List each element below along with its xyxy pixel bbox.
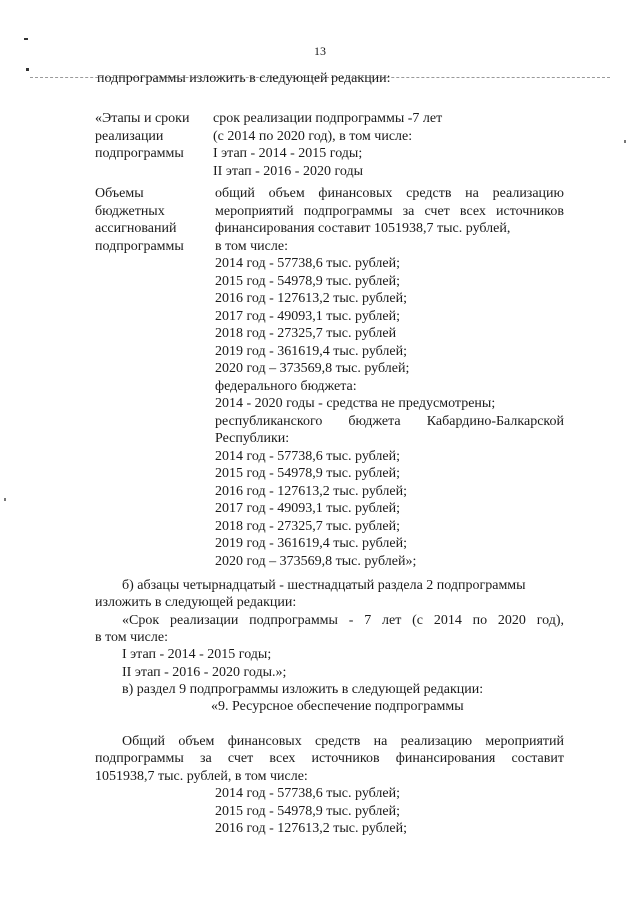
closing-para-line: 1051938,7 тыс. рублей, в том числе: (95, 769, 308, 784)
section-heading: «9. Ресурсное обеспечение подпрограммы (211, 699, 464, 714)
federal-text: 2014 - 2020 годы - средства не предусмотрены; (215, 396, 496, 411)
section-b-line: б) абзацы четырнадцатый - шестнадцатый раздела 2 подпрограммы (122, 578, 526, 593)
funding-label-line: ассигнований (95, 221, 177, 236)
republic-year-line: 2020 год – 373569,8 тыс. рублей»; (215, 553, 417, 569)
funding-year-line: 2020 год – 373569,8 тыс. рублей; (215, 361, 410, 376)
scan-mark (624, 140, 626, 143)
funding-year-line: 2014 год - 57738,6 тыс. рублей; (215, 256, 401, 271)
funding-year-line: 2018 год - 27325,7 тыс. рублей (215, 326, 397, 341)
closing-para-line: подпрограммы за счет всех источников финансирования составит (95, 751, 564, 766)
section-b-stage: II этап - 2016 - 2020 годы.»; (122, 665, 287, 680)
republic-year-line: 2014 год - 57738,6 тыс. рублей; (215, 448, 401, 464)
funding-intro-line: финансирования составит 1051938,7 тыс. рублей, (215, 221, 511, 236)
funding-label-line: Объемы (95, 186, 144, 201)
stages-text-line: (с 2014 по 2020 год), в том числе: (213, 128, 413, 144)
stages-label-line: реализации (95, 128, 164, 144)
scan-mark (24, 38, 28, 40)
stages-text-line: срок реализации подпрограммы -7 лет (213, 111, 443, 126)
funding-intro-line: общий объем финансовых средств на реализацию (215, 186, 564, 201)
section-b-stage: I этап - 2014 - 2015 годы; (122, 647, 272, 662)
stages-label-line: «Этапы и сроки (95, 111, 190, 126)
stages-text-line: I этап - 2014 - 2015 годы; (213, 146, 363, 161)
funding-label-line: подпрограммы (95, 238, 184, 254)
closing-para-line: Общий объем финансовых средств на реализацию мероприятий (122, 734, 564, 749)
stages-text-line: II этап - 2016 - 2020 годы (213, 163, 363, 179)
funding-year-line: 2016 год - 127613,2 тыс. рублей; (215, 291, 408, 306)
funding-year-line: 2015 год - 54978,9 тыс. рублей; (215, 273, 401, 289)
funding-label (95, 185, 184, 255)
closing-year-line: 2016 год - 127613,2 тыс. рублей; (215, 821, 408, 836)
closing-year-line: 2014 год - 57738,6 тыс. рублей; (215, 786, 401, 801)
page-number: 13 (314, 44, 326, 58)
republic-year-line: 2016 год - 127613,2 тыс. рублей; (215, 483, 408, 499)
funding-year-line: 2019 год - 361619,4 тыс. рублей; (215, 343, 408, 359)
stages-text (213, 110, 442, 180)
closing-year-line: 2015 год - 54978,9 тыс. рублей; (215, 803, 401, 819)
funding-label-line: бюджетных (95, 203, 165, 219)
funding-intro-line: мероприятий подпрограммы за счет всех источников (215, 203, 564, 219)
scan-mark (26, 68, 29, 71)
stages-label (95, 110, 189, 163)
funding-intro-line: в том числе: (215, 238, 288, 254)
funding-text (215, 185, 564, 570)
section-b-quote: «Срок реализации подпрограммы - 7 лет (с 2014 по 2020 год), (122, 613, 564, 628)
republic-heading: Республики: (215, 431, 290, 446)
funding-year-line: 2017 год - 49093,1 тыс. рублей; (215, 308, 401, 324)
section-b-line: изложить в следующей редакции: (95, 595, 297, 610)
republic-year-line: 2019 год - 361619,4 тыс. рублей; (215, 536, 408, 551)
republic-year-line: 2015 год - 54978,9 тыс. рублей; (215, 466, 401, 481)
scan-mark (4, 498, 6, 501)
stages-label-line: подпрограммы (95, 146, 184, 161)
closing-years (215, 785, 407, 838)
section-b-quote: в том числе: (95, 630, 168, 645)
section-c-line: в) раздел 9 подпрограммы изложить в следующей редакции: (122, 682, 484, 697)
federal-heading: федерального бюджета: (215, 378, 357, 394)
republic-year-line: 2018 год - 27325,7 тыс. рублей; (215, 518, 401, 534)
republic-heading: республиканского бюджета Кабардино-Балкарской (215, 413, 564, 429)
republic-year-line: 2017 год - 49093,1 тыс. рублей; (215, 501, 401, 516)
intro-line: подпрограммы изложить в следующей редакции: (97, 71, 391, 86)
